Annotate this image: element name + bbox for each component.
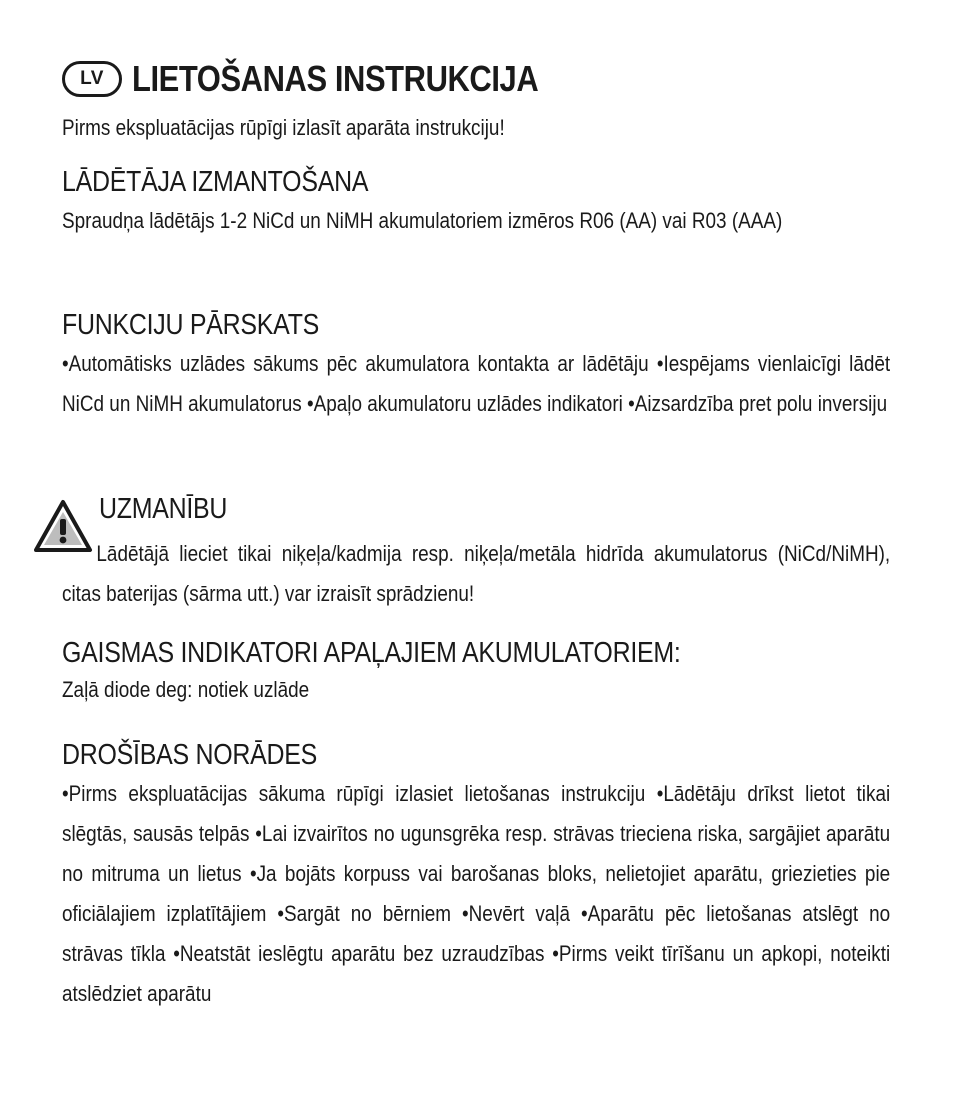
section-text-usage: Spraudņa lādētājs 1-2 NiCd un NiMH akumulatoriem izmēros R06 (AA) vai R03 (AAA) xyxy=(62,208,783,233)
section-text-features: •Automātisks uzlādes sākums pēc akumulatora kontakta ar lādētāju •Iespējams vienlaicīgi lādēt NiCd un NiMH akumulatorus •Apaļo akumulatoru uzlādes indikatori •Aizsardzība pret polu inversiju xyxy=(62,351,891,416)
section-heading-indicators: GAISMAS INDIKATORI APAĻAJIEM AKUMULATORIEM: xyxy=(62,637,681,669)
section-usage xyxy=(62,166,890,241)
warning-heading-block xyxy=(99,493,889,526)
section-features xyxy=(62,309,890,424)
intro-block xyxy=(62,108,890,148)
section-warning xyxy=(62,534,890,614)
section-heading-warning: UZMANĪBU xyxy=(99,493,228,525)
section-heading-features: FUNKCIJU PĀRSKATS xyxy=(62,309,320,341)
section-indicators xyxy=(62,637,890,710)
section-text-safety: •Pirms ekspluatācijas sākuma rūpīgi izlasiet lietošanas instrukciju •Lādētāju drīkst lietot tikai slēgtās, sausās telpās •Lai izvairītos no ugunsgrēka resp. strāvas trieciena riska, sargājiet aparātu no mitruma un lietus •Ja bojāts korpuss vai barošanas bloks, nelietojiet aparātu, griezieties pie oficiālajiem izplatītājiem •Sargāt no bērniem •Nevērt vaļā •Aparātu pēc lietošanas atslēgt no strāvas tīkla •Neatstāt ieslēgtu aparātu bez uzraudzības •Pirms veikt tīrīšanu un apkopi, noteikti atslēdziet aparātu xyxy=(62,781,891,1006)
language-badge: LV xyxy=(62,61,122,97)
section-safety xyxy=(62,739,890,1014)
title-row xyxy=(62,58,604,100)
section-text-indicators: Zaļā diode deg: notiek uzlāde xyxy=(62,677,310,702)
intro-text: Pirms ekspluatācijas rūpīgi izlasīt aparāta instrukciju! xyxy=(62,115,505,140)
document-title: LIETOŠANAS INSTRUKCIJA xyxy=(132,58,539,99)
section-heading-safety: DROŠĪBAS NORĀDES xyxy=(62,739,318,771)
section-heading-usage: LĀDĒTĀJA IZMANTOŠANA xyxy=(62,166,369,198)
section-text-warning: Lādētājā lieciet tikai niķeļa/kadmija resp. niķeļa/metāla hidrīda akumulatorus (NiCd/NiMH), citas baterijas (sārma utt.) var izraisīt sprādzienu! xyxy=(62,541,891,606)
